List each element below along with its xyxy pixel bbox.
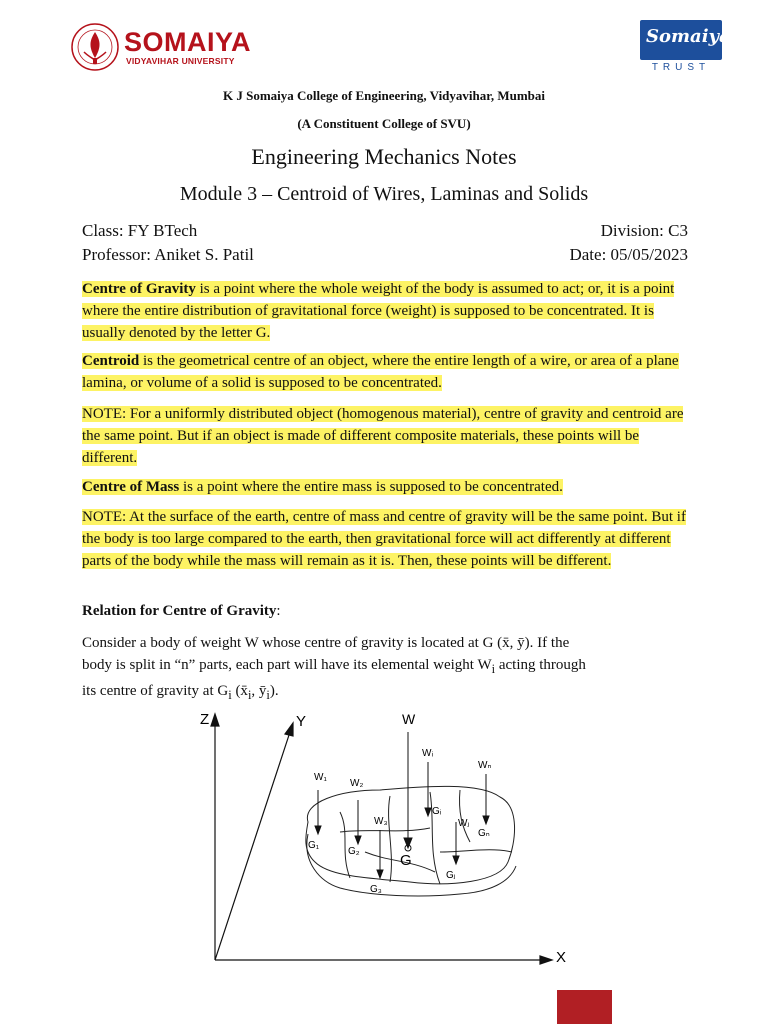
consider-3e: , ȳ [251,683,267,699]
professor-info: Professor: Aniket S. Patil [82,245,254,264]
z-arrow-icon [211,714,219,726]
class-info: Class: FY BTech [82,221,198,240]
centre-of-mass-definition [82,476,692,498]
consider-2c: acting through [495,657,586,673]
w3-label: W₃ [374,816,388,827]
note-earth-surface [82,506,692,572]
centre-of-gravity-definition [82,278,692,344]
cog-term: Centre of Gravity [82,281,196,297]
relation-colon: : [276,603,281,619]
axes [211,714,552,964]
wj-label: Wⱼ [458,818,470,829]
axis-x-label: X [556,949,567,966]
note-uniform-object [82,403,692,469]
constituent-line: (A Constituent College of SVU) [297,116,471,131]
com-term: Centre of Mass [82,479,180,495]
centre-of-gravity-figure [190,702,590,974]
gi-label: Gᵢ [432,806,442,817]
consider-3d: i [247,688,252,702]
gn-label: Gₙ [478,828,490,839]
gj-label: Gⱼ [446,870,456,881]
page-corner-block [557,990,612,1024]
consider-2a: body is split in “n” parts, each part will have its elemental weight W [82,657,492,673]
relation-heading-text: Relation for Centre of Gravity [82,603,277,619]
note2-text: NOTE: At the surface of the earth, centre of mass and centre of gravity will be the same point. But if the body is too large compared to the earth, then gravitational force will act differently at different parts of the body while the mass will remain as it is. Then, these points will be different. [82,509,686,569]
g2-label: G₂ [348,846,360,857]
y-arrow-icon [285,723,293,736]
date-info: Date: 05/05/2023 [569,245,688,264]
com-text: is a point where the entire mass is supposed to be concentrated. [179,479,563,495]
w1-label: W₁ [314,772,327,783]
consider-2b: i [491,662,496,676]
consider-3c: (x̄ [231,683,248,699]
w2-label: W₂ [350,778,364,789]
trust-script: Somaiya [646,26,731,47]
consider-line-1: Consider a body of weight W whose centre of gravity is located at G (x̄, ȳ). If the [82,635,570,651]
division-info: Division: C3 [600,221,688,240]
centroid-definition [82,350,692,394]
relation-heading [82,600,692,622]
g-total-label: G [400,852,412,869]
somaiya-trust-logo [640,20,731,76]
cog-text: is a point where the whole weight of the body is assumed to act; or, it is a point where the entire distribution of gravitational force (weight) is supposed to be concentrated. It is usually denoted by the letter G. [82,281,675,341]
w-total-label: W [402,711,416,727]
axis-z-label: Z [200,711,210,728]
wi-label: Wᵢ [422,748,434,759]
document-title: Engineering Mechanics Notes [251,144,517,169]
consider-paragraph [82,632,692,706]
g1-label: G₁ [308,840,320,851]
university-brand: SOMAIYA [124,27,252,57]
module-title: Module 3 – Centroid of Wires, Laminas and Solids [179,183,589,205]
university-seal-icon [70,22,120,72]
college-name: K J Somaiya College of Engineering, Vidyavihar, Mumbai [222,88,545,103]
trust-label: TRUST [651,62,711,73]
consider-3a: its centre of gravity at G [82,683,229,699]
x-arrow-icon [540,956,552,964]
y-axis [215,732,290,960]
consider-3f: i [266,688,270,702]
centroid-term: Centroid [82,353,140,369]
consider-line-2 [82,654,692,680]
axis-y-label: Y [296,713,307,730]
university-subtitle: VIDYAVIHAR UNIVERSITY [126,56,235,66]
consider-3b: i [228,688,232,702]
g3-label: G₃ [370,884,382,895]
somaiya-university-logo [70,22,270,74]
note1-text: NOTE: For a uniformly distributed object (homogenous material), centre of gravity and centroid are the same point. But if an object is made of different composite materials, these points will be different. [82,406,684,466]
centroid-text: is the geometrical centre of an object, where the entire length of a wire, or area of a plane lamina, or volume of a solid is supposed to be concentrated. [82,353,679,391]
wn-label: Wₙ [478,760,492,771]
consider-3g: ). [269,683,279,699]
